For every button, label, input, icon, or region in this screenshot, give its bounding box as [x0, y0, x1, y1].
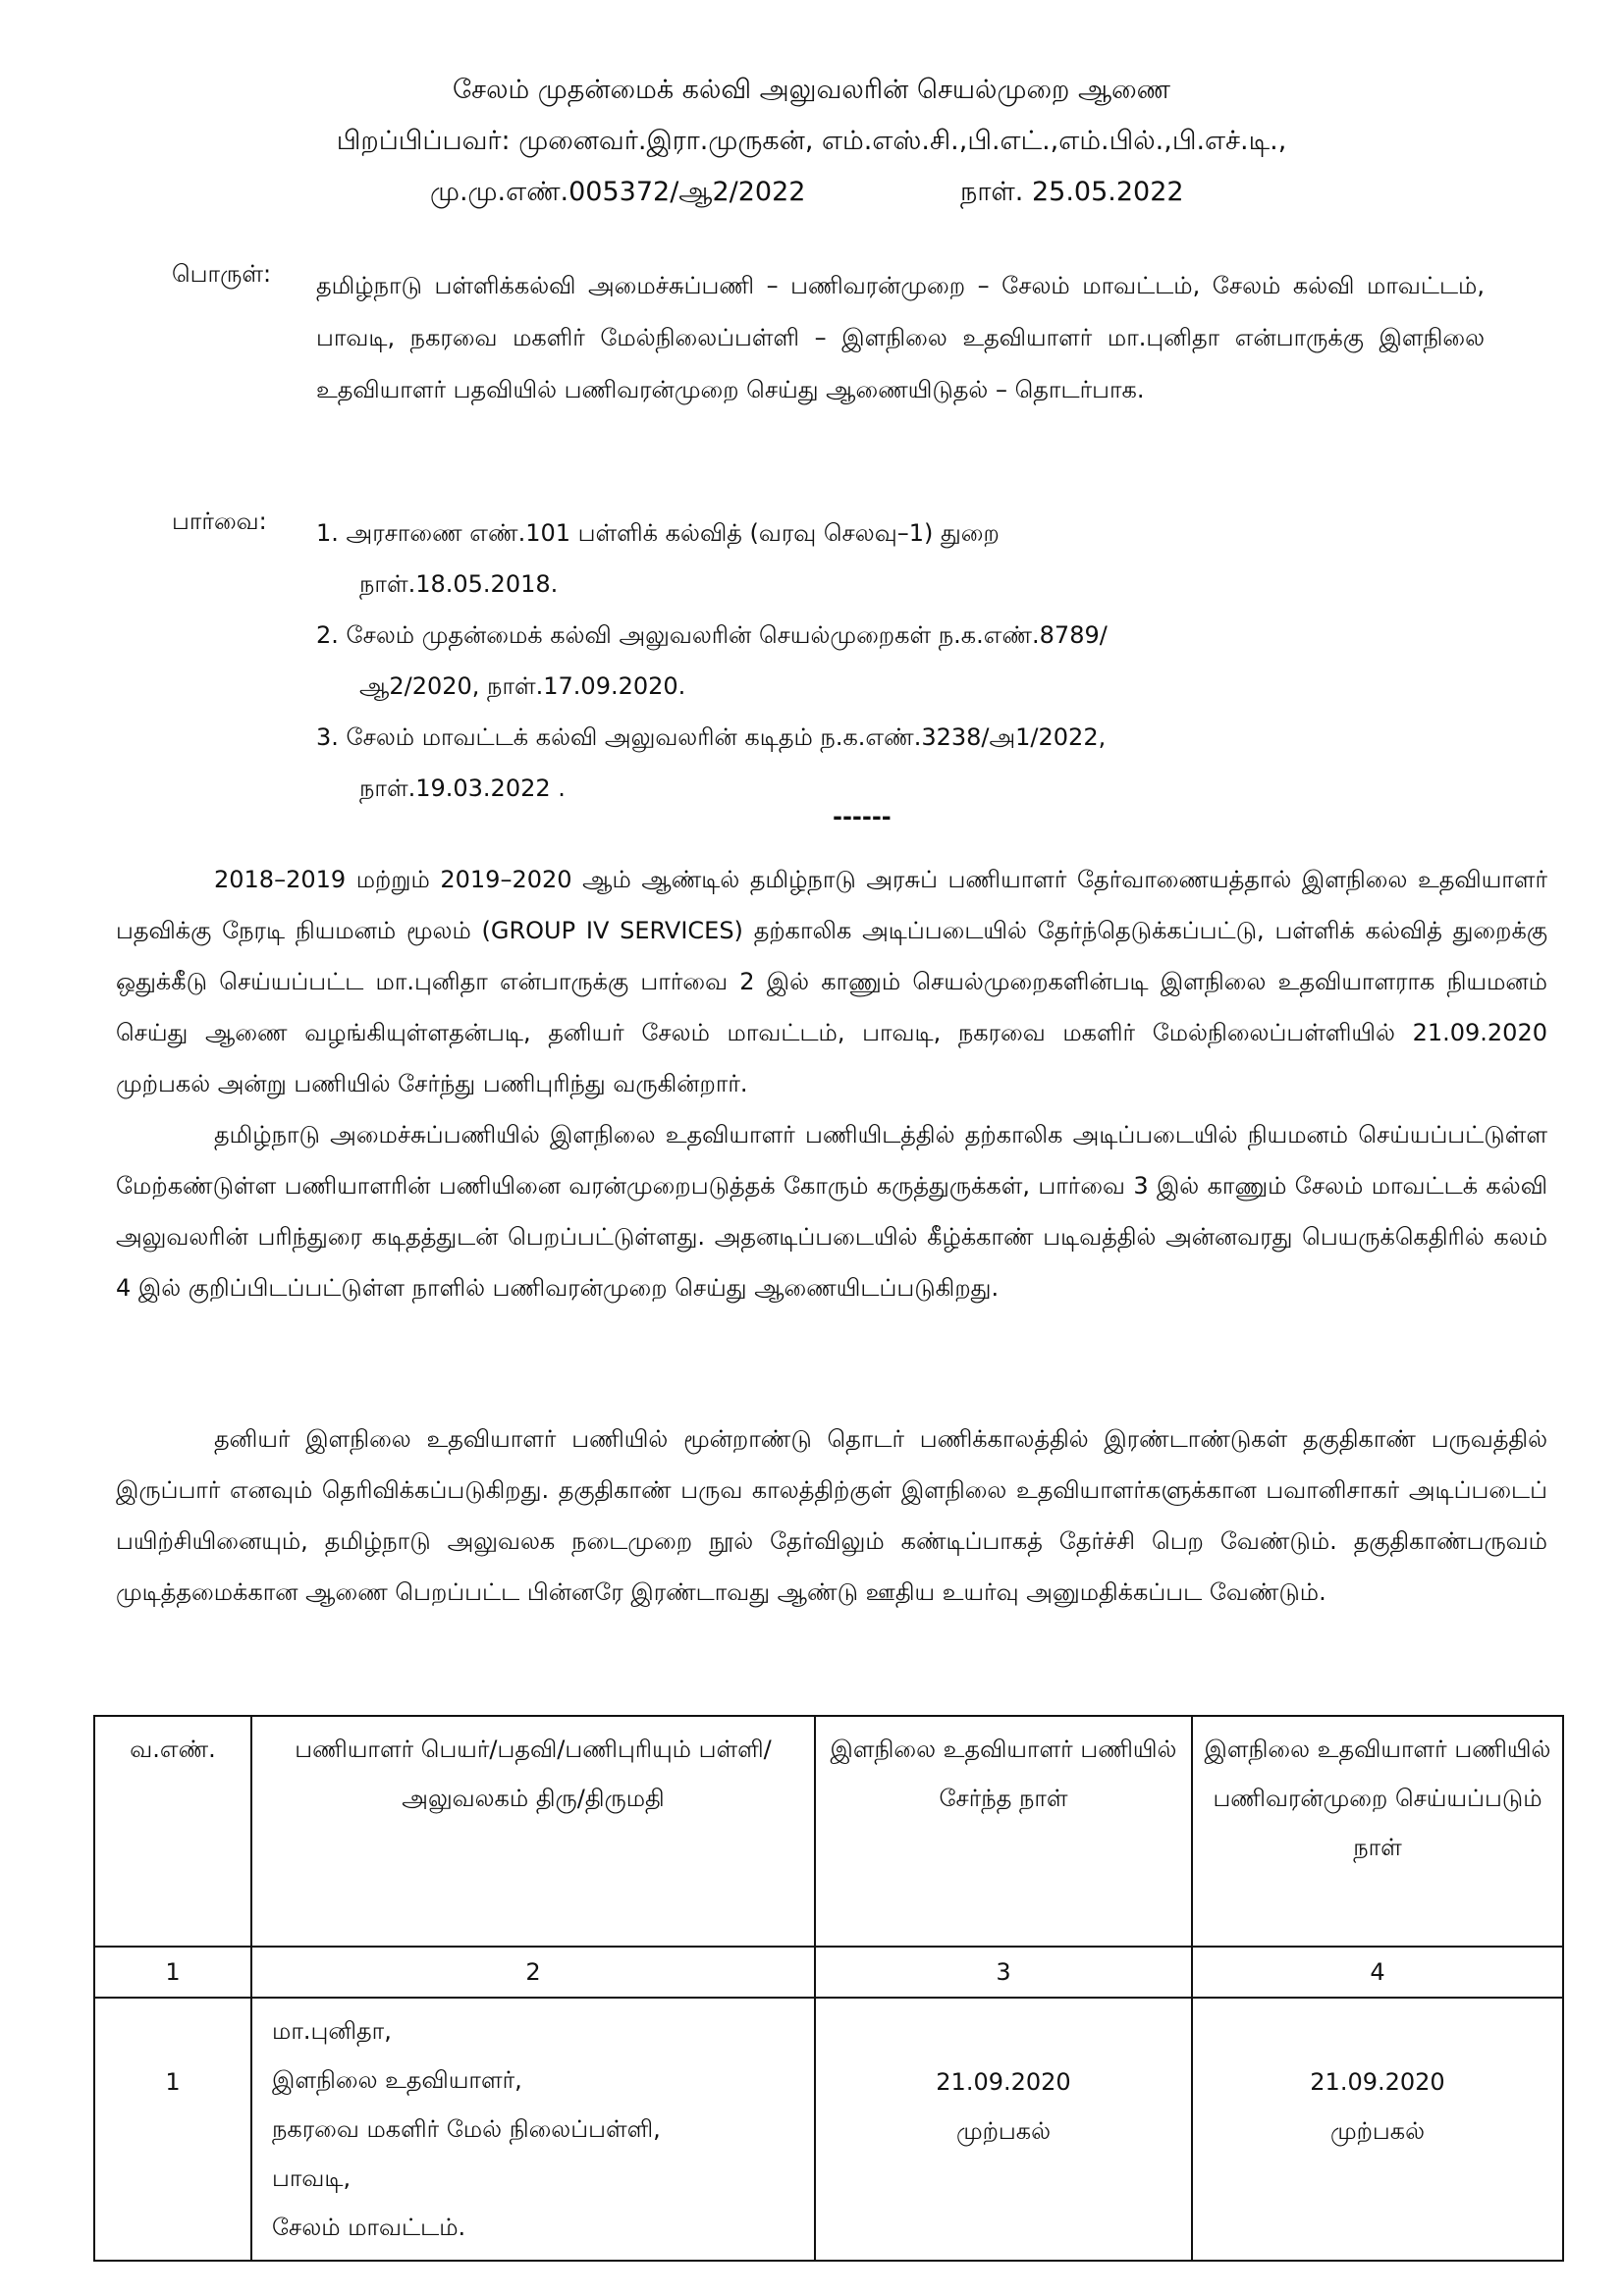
row-joined-date	[815, 1998, 1192, 2261]
employee-place: பாவடி,	[272, 2164, 352, 2192]
employee-school: நகரவை மகளிர் மேல் நிலைப்பள்ளி,	[272, 2115, 661, 2143]
subject-label: பொருள்:	[172, 260, 272, 288]
header-regularised-date: இளநிலை உதவியாளர் பணியில் பணிவரன்முறை செய்யப்படும் நாள்	[1192, 1716, 1563, 1947]
header-sno: வ.எண்.	[94, 1716, 251, 1947]
col-number: 1	[94, 1947, 251, 1998]
reference-item: 2. சேலம் முதன்மைக் கல்வி அலுவலரின் செயல்முறைகள் ந.க.எண்.8789/	[316, 621, 1108, 649]
table-row	[94, 1998, 1563, 2261]
col-number: 4	[1192, 1947, 1563, 1998]
subject-text: தமிழ்நாடு பள்ளிக்கல்வி அமைச்சுப்பணி – பணிவரன்முறை – சேலம் மாவட்டம், சேலம் கல்வி மாவட்டம், பாவடி, நகரவை மகளிர் மேல்நிலைப்பள்ளி – இளநிலை உதவியாளர் மா.புனிதா என்பாருக்கு இளநிலை உதவியாளர் பதவியில் பணிவரன்முறை செய்து ஆணையிடுதல் – தொடர்பாக.	[316, 272, 1485, 403]
regularised-session: முற்பகல்	[1329, 2117, 1426, 2145]
issuer-line: பிறப்பிப்பவர்: முனைவர்.இரா.முருகன், எம்.எஸ்.சி.,பி.எட்.,எம்.பில்.,பி.எச்.டி.,	[336, 126, 1287, 156]
references-label: பார்வை:	[172, 507, 267, 535]
joined-date: 21.09.2020	[936, 2068, 1071, 2096]
col-number: 2	[251, 1947, 815, 1998]
order-title: சேலம் முதன்மைக் கல்வி அலுவலரின் செயல்முறை ஆணை	[452, 75, 1171, 105]
reference-item: 1. அரசாணை எண்.101 பள்ளிக் கல்வித் (வரவு செலவு–1) துறை	[316, 519, 1000, 547]
separator: ------	[833, 803, 892, 830]
regularisation-table	[93, 1715, 1564, 2262]
reference-item-date: நாள்.18.05.2018.	[359, 570, 559, 598]
col-number: 3	[815, 1947, 1192, 1998]
column-number-row	[94, 1947, 1563, 1998]
reference-item-date: ஆ2/2020, நாள்.17.09.2020.	[359, 672, 686, 700]
joined-session: முற்பகல்	[955, 2117, 1052, 2145]
body-paragraph-1: 2018–2019 மற்றும் 2019–2020 ஆம் ஆண்டில் தமிழ்நாடு அரசுப் பணியாளர் தேர்வாணையத்தால் இளநிலை உதவியாளர் பதவிக்கு நேரடி நியமனம் மூலம் (GROUP IV SERVICES) தற்காலிக அடிப்படையில் தேர்ந்தெடுக்கப்பட்டு, பள்ளிக் கல்வித் துறைக்கு ஒதுக்கீடு செய்யப்பட்ட மா.புனிதா என்பாருக்கு பார்வை 2 இல் காணும் செயல்முறைகளின்படி இளநிலை உதவியாளராக நியமனம் செய்து ஆணை வழங்கியுள்ளதன்படி, தனியர் சேலம் மாவட்டம், பாவடி, நகரவை மகளிர் மேல்நிலைப்பள்ளியில் 21.09.2020 முற்பகல் அன்று பணியில் சேர்ந்து பணிபுரிந்து வருகின்றார்.	[116, 866, 1547, 1097]
reference-item: 3. சேலம் மாவட்டக் கல்வி அலுவலரின் கடிதம் ந.க.எண்.3238/அ1/2022,	[316, 723, 1107, 751]
employee-name: மா.புனிதா,	[272, 2017, 392, 2045]
body-paragraph-2: தமிழ்நாடு அமைச்சுப்பணியில் இளநிலை உதவியாளர் பணியிடத்தில் தற்காலிக அடிப்படையில் நியமனம் செய்யப்பட்டுள்ள மேற்கண்டுள்ள பணியாளரின் பணியினை வரன்முறைபடுத்தக் கோரும் கருத்துருக்கள், பார்வை 3 இல் காணும் சேலம் மாவட்டக் கல்வி அலுவலரின் பரிந்துரை கடிதத்துடன் பெறப்பட்டுள்ளது. அதனடிப்படையில் கீழ்க்காண் படிவத்தில் அன்னவரது பெயருக்கெதிரில் கலம் 4 இல் குறிப்பிடப்பட்டுள்ள நாளில் பணிவரன்முறை செய்து ஆணையிடப்படுகிறது.	[116, 1121, 1548, 1302]
reference-number: மு.மு.எண்.005372/ஆ2/2022	[430, 177, 806, 207]
body-paragraph-3: தனியர் இளநிலை உதவியாளர் பணியில் மூன்றாண்டு தொடர் பணிக்காலத்தில் இரண்டாண்டுகள் தகுதிகாண் பருவத்தில் இருப்பார் எனவும் தெரிவிக்கப்படுகிறது. தகுதிகாண் பருவ காலத்திற்குள் இளநிலை உதவியாளர்களுக்கான பவானிசாகர் அடிப்படைப் பயிற்சியினையும், தமிழ்நாடு அலுவலக நடைமுறை நூல் தேர்விலும் கண்டிப்பாகத் தேர்ச்சி பெற வேண்டும். தகுதிகாண்பருவம் முடித்தமைக்கான ஆணை பெறப்பட்ட பின்னரே இரண்டாவது ஆண்டு ஊதிய உயர்வு அனுமதிக்கப்பட வேண்டும்.	[116, 1425, 1547, 1606]
reference-item-date: நாள்.19.03.2022 .	[359, 774, 566, 802]
employee-district: சேலம் மாவட்டம்.	[272, 2214, 466, 2241]
table-header-row	[94, 1716, 1563, 1947]
header-employee: பணியாளர் பெயர்/பதவி/பணிபுரியும் பள்ளி/அலுவலகம் திரு/திருமதி	[251, 1716, 815, 1947]
header-joined-date: இளநிலை உதவியாளர் பணியில் சேர்ந்த நாள்	[815, 1716, 1192, 1947]
row-details	[251, 1998, 815, 2261]
regularised-date: 21.09.2020	[1310, 2068, 1445, 2096]
row-regularised-date	[1192, 1998, 1563, 2261]
order-date: நாள். 25.05.2022	[960, 177, 1184, 207]
employee-post: இளநிலை உதவியாளர்,	[272, 2066, 522, 2094]
references-list	[316, 507, 1494, 814]
row-sno: 1	[94, 1998, 251, 2261]
